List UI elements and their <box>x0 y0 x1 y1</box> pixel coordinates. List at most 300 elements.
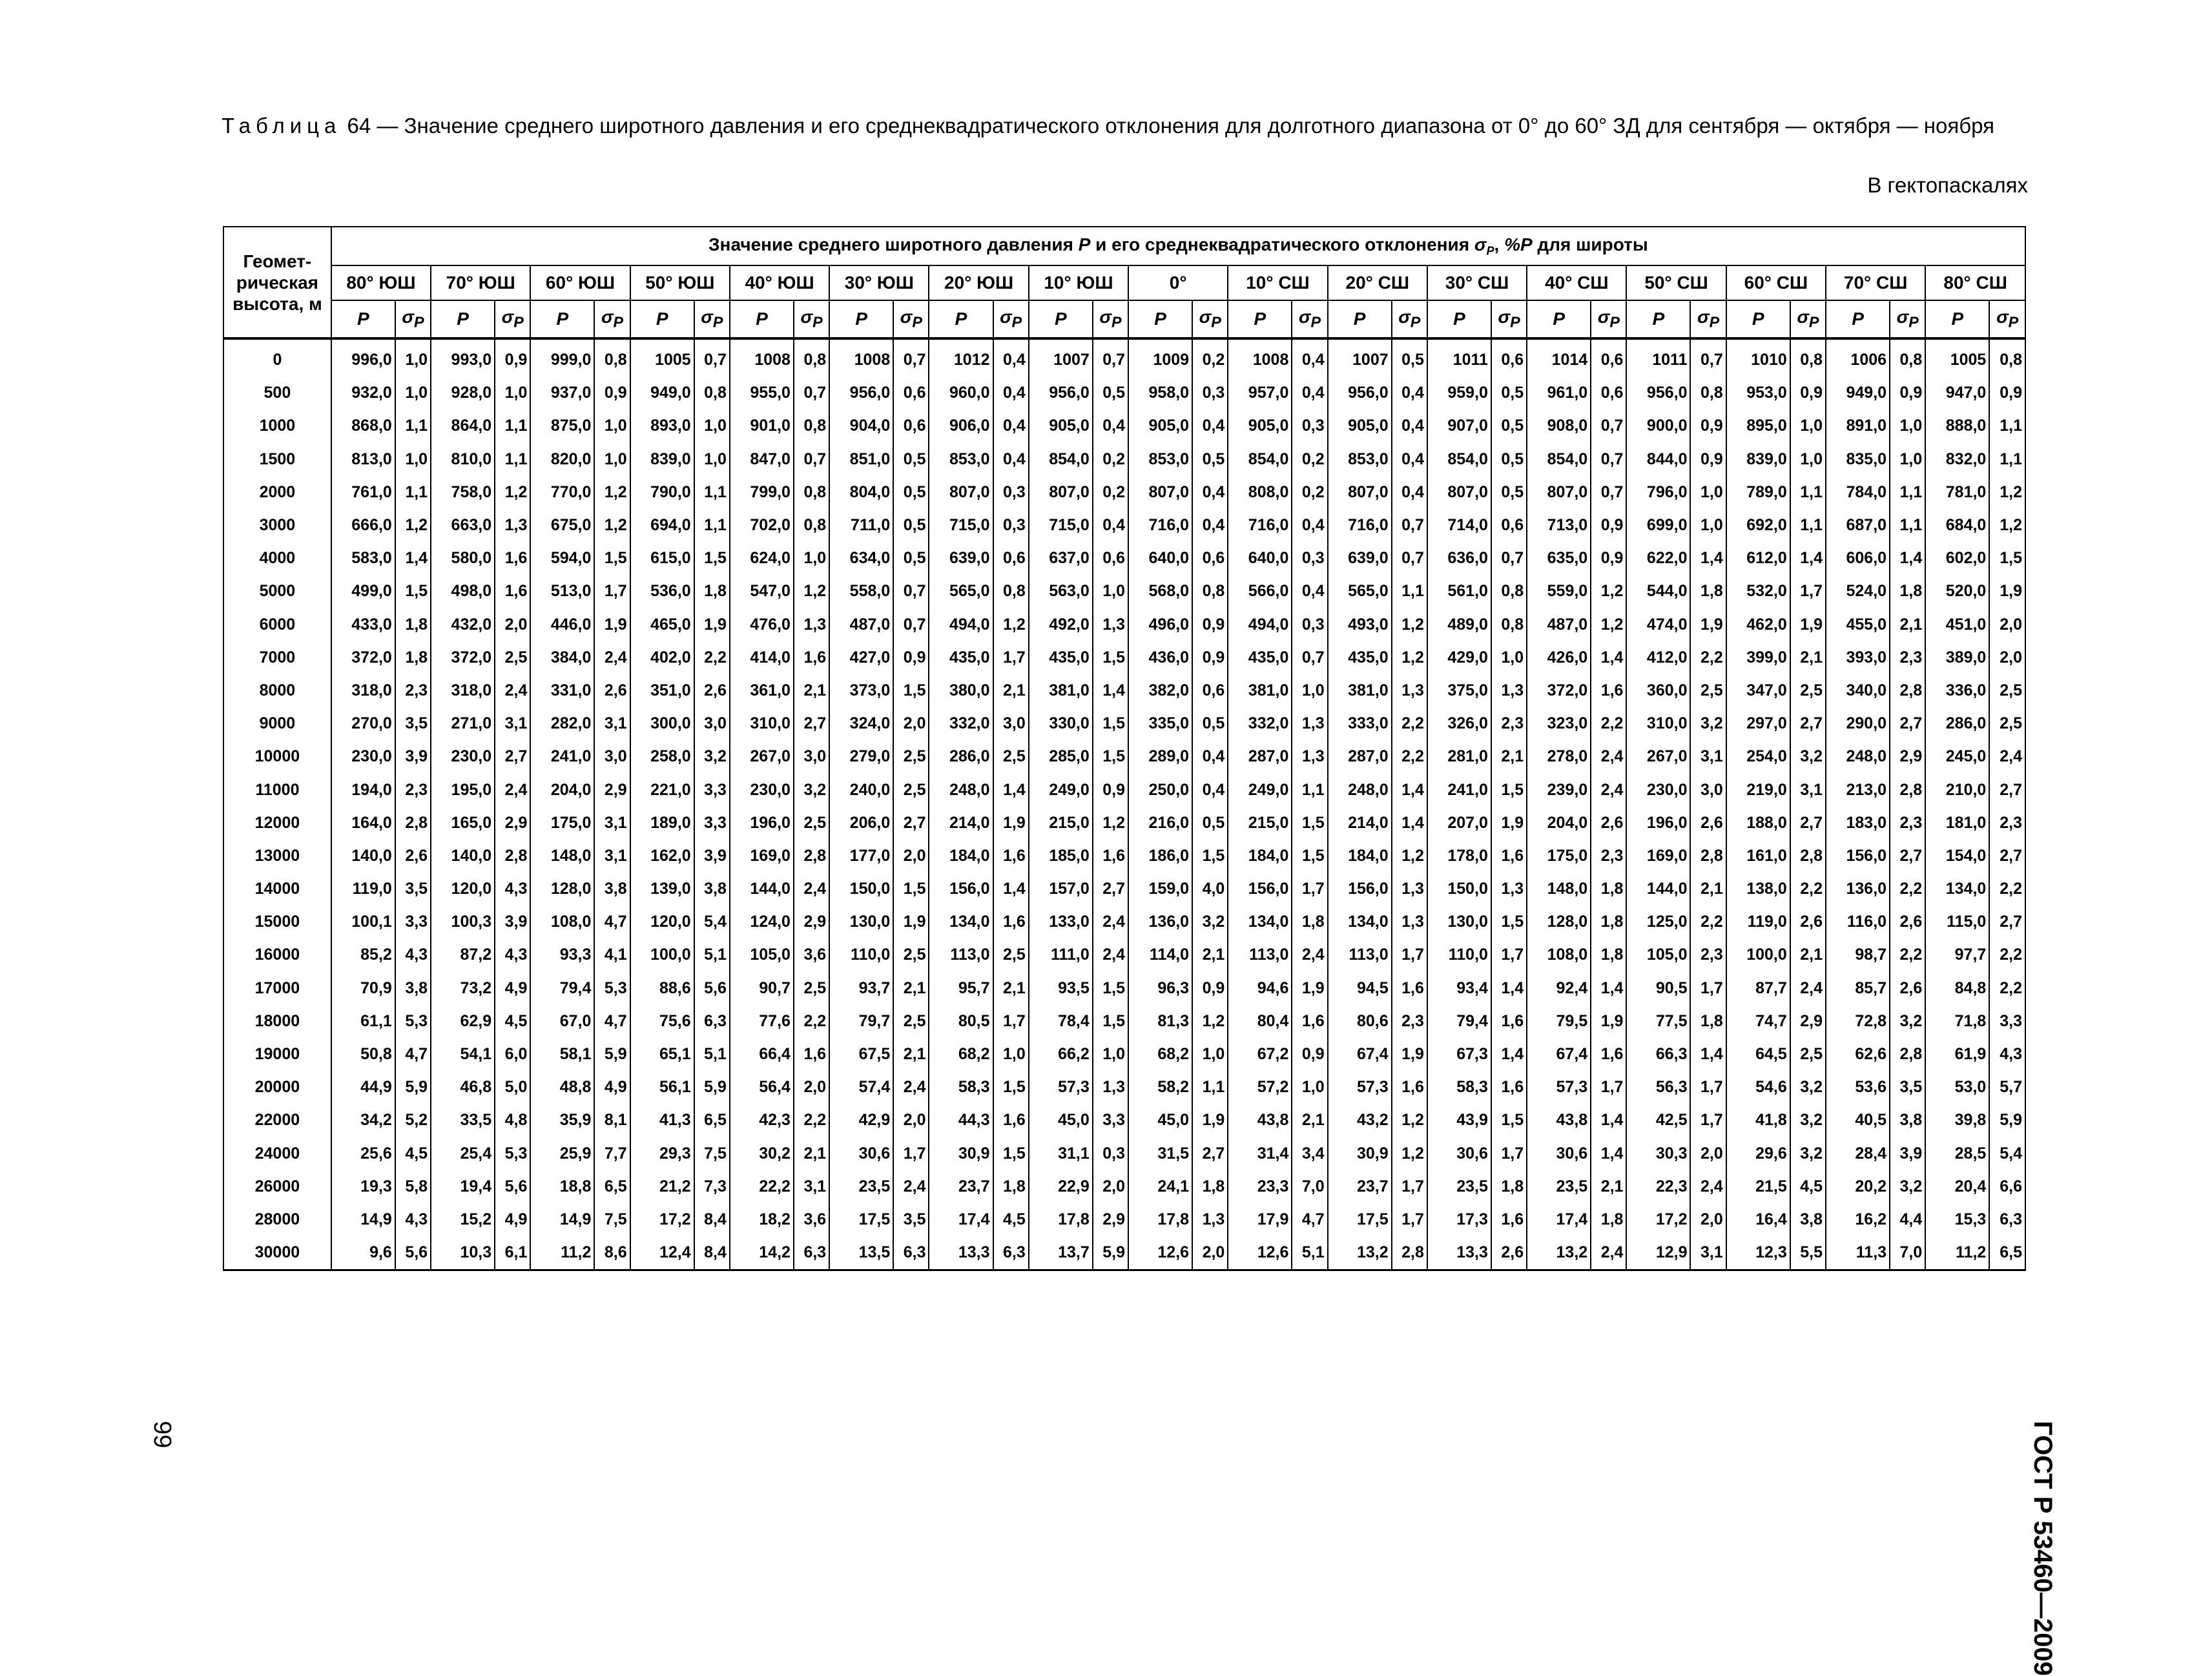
sigma-cell: 2,0 <box>893 840 929 873</box>
pressure-cell: 61,9 <box>1925 1038 1989 1071</box>
sigma-cell: 2,0 <box>1989 641 2025 674</box>
pressure-cell: 186,0 <box>1128 840 1192 873</box>
sigma-cell: 2,0 <box>794 1071 829 1104</box>
pressure-cell: 716,0 <box>1328 509 1392 542</box>
pressure-cell: 90,7 <box>730 972 794 1005</box>
sigma-cell: 2,5 <box>993 938 1029 971</box>
sigma-cell: 1,2 <box>1392 1104 1427 1137</box>
altitude-cell: 24000 <box>223 1137 331 1170</box>
pressure-cell: 19,4 <box>431 1170 495 1203</box>
pressure-cell: 92,4 <box>1527 972 1591 1005</box>
pressure-cell: 67,3 <box>1427 1038 1491 1071</box>
sigma-cell: 2,5 <box>993 740 1029 773</box>
pressure-cell: 56,4 <box>730 1071 794 1104</box>
pressure-cell: 10,3 <box>431 1236 495 1270</box>
sigma-cell: 0,7 <box>1292 641 1327 674</box>
pressure-cell: 332,0 <box>1228 707 1292 740</box>
pressure-cell: 713,0 <box>1527 509 1591 542</box>
sigma-cell: 0,8 <box>694 377 730 409</box>
sigma-cell: 6,5 <box>594 1170 630 1203</box>
sigma-cell: 2,5 <box>893 1005 929 1038</box>
pressure-cell: 1011 <box>1427 338 1491 377</box>
sigma-cell: 2,0 <box>1690 1137 1726 1170</box>
pressure-cell: 245,0 <box>1925 740 1989 773</box>
sigma-cell: 0,9 <box>1192 972 1228 1005</box>
pressure-cell: 240,0 <box>829 773 893 806</box>
sigma-cell: 3,0 <box>694 707 730 740</box>
pressure-cell: 854,0 <box>1527 443 1591 476</box>
sigma-cell: 2,5 <box>1790 1038 1826 1071</box>
pressure-cell: 692,0 <box>1726 509 1790 542</box>
pressure-cell: 381,0 <box>1029 674 1093 707</box>
pressure-cell: 184,0 <box>1328 840 1392 873</box>
pressure-cell: 125,0 <box>1626 905 1690 938</box>
sigma-cell: 2,3 <box>1890 641 1925 674</box>
sigma-cell: 1,8 <box>1591 1203 1626 1236</box>
pressure-cell: 278,0 <box>1527 740 1591 773</box>
sigma-cell: 3,0 <box>993 707 1029 740</box>
sigma-cell: 2,8 <box>1690 840 1726 873</box>
table-row <box>223 707 2025 740</box>
pressure-cell: 807,0 <box>1029 476 1093 509</box>
pressure-cell: 640,0 <box>1128 542 1192 575</box>
latitude-header: 20° ЮШ <box>929 265 1028 300</box>
pressure-cell: 17,4 <box>929 1203 993 1236</box>
pressure-cell: 120,0 <box>630 905 694 938</box>
pressure-cell: 20,4 <box>1925 1170 1989 1203</box>
sigma-cell: 0,4 <box>1093 509 1128 542</box>
sigma-cell: 1,0 <box>694 443 730 476</box>
pressure-cell: 399,0 <box>1726 641 1790 674</box>
sigma-cell: 3,1 <box>594 807 630 840</box>
pressure-cell: 42,3 <box>730 1104 794 1137</box>
pressure-cell: 699,0 <box>1626 509 1690 542</box>
pressure-cell: 958,0 <box>1128 377 1192 409</box>
pressure-cell: 150,0 <box>1427 873 1491 905</box>
pressure-cell: 891,0 <box>1826 409 1890 442</box>
pressure-cell: 164,0 <box>331 807 395 840</box>
group-header <box>331 227 2025 265</box>
pressure-cell: 70,9 <box>331 972 395 1005</box>
latitude-header: 30° СШ <box>1427 265 1527 300</box>
sigma-cell: 1,0 <box>694 409 730 442</box>
table-row <box>223 641 2025 674</box>
sigma-cell: 2,1 <box>1292 1104 1327 1137</box>
sigma-cell: 0,9 <box>1890 377 1925 409</box>
sigma-cell: 0,7 <box>1392 509 1427 542</box>
sigma-cell: 0,8 <box>1989 338 2025 377</box>
sigma-cell: 2,2 <box>1989 938 2025 971</box>
pressure-cell: 31,1 <box>1029 1137 1093 1170</box>
sigma-cell: 1,3 <box>1292 707 1327 740</box>
sigma-cell: 0,7 <box>1093 338 1128 377</box>
sigma-cell: 2,4 <box>1093 905 1128 938</box>
altitude-cell: 17000 <box>223 972 331 1005</box>
sigma-cell: 1,9 <box>1292 972 1327 1005</box>
pressure-cell: 547,0 <box>730 575 794 608</box>
sigma-cell: 2,4 <box>1292 938 1327 971</box>
sigma-cell: 0,3 <box>1192 377 1228 409</box>
pressure-cell: 30,6 <box>1527 1137 1591 1170</box>
pressure-cell: 285,0 <box>1029 740 1093 773</box>
sigma-cell: 1,9 <box>1491 807 1527 840</box>
group-header-text-3: для широты <box>1532 234 1648 254</box>
pressure-cell: 372,0 <box>431 641 495 674</box>
sigma-cell: 3,3 <box>694 773 730 806</box>
sigma-cell: 1,4 <box>1591 1104 1626 1137</box>
pressure-cell: 50,8 <box>331 1038 395 1071</box>
pressure-cell: 318,0 <box>331 674 395 707</box>
sigma-cell: 0,2 <box>1292 443 1327 476</box>
pressure-cell: 784,0 <box>1826 476 1890 509</box>
pressure-cell: 1008 <box>829 338 893 377</box>
pressure-cell: 382,0 <box>1128 674 1192 707</box>
sigma-cell: 2,4 <box>1591 1236 1626 1270</box>
pressure-cell: 41,8 <box>1726 1104 1790 1137</box>
subheader-p: P <box>1626 300 1690 338</box>
sigma-cell: 1,8 <box>1292 905 1327 938</box>
pressure-cell: 839,0 <box>1726 443 1790 476</box>
pressure-cell: 336,0 <box>1925 674 1989 707</box>
altitude-cell: 19000 <box>223 1038 331 1071</box>
sigma-cell: 2,3 <box>1890 807 1925 840</box>
pressure-cell: 128,0 <box>1527 905 1591 938</box>
pressure-cell: 286,0 <box>929 740 993 773</box>
sigma-cell: 1,4 <box>993 873 1029 905</box>
pressure-cell: 381,0 <box>1328 674 1392 707</box>
pressure-cell: 624,0 <box>730 542 794 575</box>
sigma-cell: 1,9 <box>1591 1005 1626 1038</box>
sigma-cell: 1,1 <box>1890 476 1925 509</box>
sigma-cell: 2,1 <box>993 972 1029 1005</box>
latitude-header: 30° ЮШ <box>829 265 929 300</box>
altitude-cell: 0 <box>223 338 331 377</box>
sigma-cell: 4,0 <box>1192 873 1228 905</box>
pressure-cell: 761,0 <box>331 476 395 509</box>
latitude-header: 40° СШ <box>1527 265 1626 300</box>
sigma-cell: 0,5 <box>893 476 929 509</box>
sigma-cell: 1,8 <box>1591 905 1626 938</box>
pressure-cell: 487,0 <box>829 608 893 641</box>
sigma-cell: 5,4 <box>1989 1137 2025 1170</box>
pressure-cell: 687,0 <box>1826 509 1890 542</box>
pressure-cell: 67,4 <box>1527 1038 1591 1071</box>
sigma-cell: 0,4 <box>1392 443 1427 476</box>
sigma-cell: 1,0 <box>1292 1071 1327 1104</box>
sigma-cell: 0,9 <box>1790 377 1826 409</box>
sigma-cell: 1,2 <box>1093 807 1128 840</box>
sigma-cell: 1,1 <box>1989 443 2025 476</box>
sigma-cell: 1,9 <box>1192 1104 1228 1137</box>
table-row <box>223 575 2025 608</box>
pressure-cell: 465,0 <box>630 608 694 641</box>
pressure-cell: 953,0 <box>1726 377 1790 409</box>
sigma-cell: 5,8 <box>395 1170 431 1203</box>
pressure-cell: 45,0 <box>1029 1104 1093 1137</box>
pressure-cell: 893,0 <box>630 409 694 442</box>
pressure-cell: 100,0 <box>1726 938 1790 971</box>
pressure-cell: 789,0 <box>1726 476 1790 509</box>
pressure-cell: 375,0 <box>1427 674 1491 707</box>
sigma-cell: 5,9 <box>1093 1236 1128 1270</box>
sigma-cell: 5,9 <box>395 1071 431 1104</box>
pressure-cell: 17,8 <box>1029 1203 1093 1236</box>
pressure-cell: 13,3 <box>1427 1236 1491 1270</box>
pressure-cell: 42,5 <box>1626 1104 1690 1137</box>
pressure-cell: 565,0 <box>1328 575 1392 608</box>
pressure-cell: 796,0 <box>1626 476 1690 509</box>
pressure-cell: 43,8 <box>1228 1104 1292 1137</box>
sigma-cell: 7,5 <box>694 1137 730 1170</box>
pressure-cell: 684,0 <box>1925 509 1989 542</box>
pressure-cell: 29,3 <box>630 1137 694 1170</box>
pressure-cell: 196,0 <box>730 807 794 840</box>
pressure-cell: 351,0 <box>630 674 694 707</box>
sigma-cell: 1,0 <box>495 377 530 409</box>
subheader-sigma: $\sigma_P$ <box>495 300 530 338</box>
pressure-cell: 66,4 <box>730 1038 794 1071</box>
sigma-cell: 0,8 <box>794 338 829 377</box>
pressure-cell: 612,0 <box>1726 542 1790 575</box>
pressure-cell: 93,7 <box>829 972 893 1005</box>
sigma-cell: 1,5 <box>395 575 431 608</box>
sigma-cell: 5,9 <box>594 1038 630 1071</box>
pressure-cell: 25,9 <box>530 1137 594 1170</box>
sigma-cell: 3,5 <box>395 873 431 905</box>
pressure-cell: 13,3 <box>929 1236 993 1270</box>
pressure-cell: 17,5 <box>1328 1203 1392 1236</box>
sigma-cell: 7,3 <box>694 1170 730 1203</box>
pressure-cell: 17,4 <box>1527 1203 1591 1236</box>
sigma-cell: 0,2 <box>1292 476 1327 509</box>
sigma-cell: 3,9 <box>495 905 530 938</box>
units-note: В гектопаскалях <box>1867 173 2028 197</box>
sigma-cell: 6,3 <box>694 1005 730 1038</box>
pressure-cell: 960,0 <box>929 377 993 409</box>
sigma-cell: 1,6 <box>993 905 1029 938</box>
pressure-cell: 25,4 <box>431 1137 495 1170</box>
sigma-cell: 0,9 <box>1690 409 1726 442</box>
pressure-cell: 804,0 <box>829 476 893 509</box>
pressure-cell: 54,6 <box>1726 1071 1790 1104</box>
pressure-cell: 1005 <box>1925 338 1989 377</box>
table-row <box>223 409 2025 442</box>
sigma-cell: 1,6 <box>1491 1071 1527 1104</box>
caption-text: Значение среднего широтного давления и его среднеквадратического отклонения для долготного диапазона от 0° до 60° ЗД для сентября — октября — ноября <box>404 114 1995 138</box>
sigma-cell: 2,6 <box>395 840 431 873</box>
pressure-cell: 462,0 <box>1726 608 1790 641</box>
pressure-cell: 156,0 <box>929 873 993 905</box>
sigma-cell: 4,9 <box>495 972 530 1005</box>
group-header-p: P <box>1078 234 1091 254</box>
sigma-cell: 1,7 <box>1690 1104 1726 1137</box>
pressure-cell: 241,0 <box>530 740 594 773</box>
pressure-cell: 716,0 <box>1228 509 1292 542</box>
sigma-cell: 3,1 <box>1690 740 1726 773</box>
sigma-cell: 2,2 <box>1890 938 1925 971</box>
pressure-cell: 58,3 <box>929 1071 993 1104</box>
sigma-cell: 0,9 <box>1690 443 1726 476</box>
table-row <box>223 338 2025 377</box>
pressure-cell: 230,0 <box>431 740 495 773</box>
sigma-cell: 4,3 <box>395 1203 431 1236</box>
sigma-cell: 0,6 <box>993 542 1029 575</box>
sigma-cell: 0,9 <box>893 641 929 674</box>
sigma-cell: 3,6 <box>794 938 829 971</box>
pressure-cell: 520,0 <box>1925 575 1989 608</box>
latitude-header: 60° ЮШ <box>530 265 630 300</box>
subheader-p: P <box>1726 300 1790 338</box>
sigma-cell: 1,5 <box>1491 773 1527 806</box>
pressure-cell: 875,0 <box>530 409 594 442</box>
sigma-cell: 1,2 <box>1392 641 1427 674</box>
sigma-cell: 1,7 <box>1491 1137 1527 1170</box>
sigma-cell: 2,6 <box>594 674 630 707</box>
sigma-cell: 1,2 <box>794 575 829 608</box>
altitude-cell: 18000 <box>223 1005 331 1038</box>
pressure-cell: 524,0 <box>1826 575 1890 608</box>
pressure-cell: 493,0 <box>1328 608 1392 641</box>
sigma-cell: 2,4 <box>893 1071 929 1104</box>
sigma-cell: 1,2 <box>1392 840 1427 873</box>
sigma-cell: 2,4 <box>893 1170 929 1203</box>
pressure-cell: 715,0 <box>1029 509 1093 542</box>
pressure-cell: 204,0 <box>1527 807 1591 840</box>
sigma-cell: 0,2 <box>1093 443 1128 476</box>
sigma-cell: 1,7 <box>1392 938 1427 971</box>
pressure-cell: 565,0 <box>929 575 993 608</box>
sigma-cell: 5,3 <box>495 1137 530 1170</box>
sigma-cell: 8,6 <box>594 1236 630 1270</box>
sigma-cell: 2,1 <box>893 1038 929 1071</box>
pressure-cell: 832,0 <box>1925 443 1989 476</box>
pressure-cell: 184,0 <box>1228 840 1292 873</box>
pressure-cell: 62,6 <box>1826 1038 1890 1071</box>
sigma-cell: 1,8 <box>1591 938 1626 971</box>
sigma-cell: 1,2 <box>1392 608 1427 641</box>
subheader-p: P <box>1128 300 1192 338</box>
pressure-cell: 640,0 <box>1228 542 1292 575</box>
pressure-cell: 333,0 <box>1328 707 1392 740</box>
sigma-cell: 1,9 <box>1392 1038 1427 1071</box>
pressure-cell: 248,0 <box>1328 773 1392 806</box>
sigma-cell: 1,9 <box>993 807 1029 840</box>
subheader-sigma: $\sigma_P$ <box>1392 300 1427 338</box>
pressure-cell: 908,0 <box>1527 409 1591 442</box>
pressure-cell: 999,0 <box>530 338 594 377</box>
sigma-cell: 2,2 <box>1392 740 1427 773</box>
pressure-cell: 487,0 <box>1527 608 1591 641</box>
pressure-cell: 1007 <box>1029 338 1093 377</box>
sigma-cell: 6,5 <box>694 1104 730 1137</box>
sigma-cell: 1,7 <box>1591 1071 1626 1104</box>
pressure-cell: 130,0 <box>1427 905 1491 938</box>
sigma-cell: 2,5 <box>893 773 929 806</box>
pressure-cell: 694,0 <box>630 509 694 542</box>
sigma-cell: 1,6 <box>794 641 829 674</box>
sigma-cell: 2,6 <box>1491 1236 1527 1270</box>
subheader-p: P <box>730 300 794 338</box>
pressure-cell: 248,0 <box>929 773 993 806</box>
sigma-cell: 5,1 <box>1292 1236 1327 1270</box>
pressure-cell: 13,5 <box>829 1236 893 1270</box>
subheader-p: P <box>331 300 395 338</box>
sigma-cell: 3,1 <box>594 840 630 873</box>
pressure-cell: 148,0 <box>1527 873 1591 905</box>
pressure-cell: 39,8 <box>1925 1104 1989 1137</box>
pressure-cell: 758,0 <box>431 476 495 509</box>
pressure-cell: 427,0 <box>829 641 893 674</box>
sigma-cell: 0,4 <box>1392 476 1427 509</box>
subheader-sigma: $\sigma_P$ <box>893 300 929 338</box>
pressure-cell: 23,7 <box>929 1170 993 1203</box>
pressure-cell: 432,0 <box>431 608 495 641</box>
pressure-cell: 9,6 <box>331 1236 395 1270</box>
sigma-cell: 1,7 <box>1392 1203 1427 1236</box>
sigma-cell: 3,1 <box>594 707 630 740</box>
table-caption <box>222 111 2028 141</box>
pressure-cell: 79,4 <box>1427 1005 1491 1038</box>
pressure-cell: 868,0 <box>331 409 395 442</box>
altitude-cell: 15000 <box>223 905 331 938</box>
sigma-cell: 1,0 <box>1790 409 1826 442</box>
sigma-cell: 2,7 <box>495 740 530 773</box>
altitude-cell: 1500 <box>223 443 331 476</box>
table-row <box>223 1071 2025 1104</box>
pressure-cell: 134,0 <box>1925 873 1989 905</box>
table-row <box>223 1038 2025 1071</box>
pressure-cell: 116,0 <box>1826 905 1890 938</box>
pressure-cell: 42,9 <box>829 1104 893 1137</box>
pressure-cell: 932,0 <box>331 377 395 409</box>
sigma-cell: 5,1 <box>694 938 730 971</box>
sigma-cell: 2,2 <box>1392 707 1427 740</box>
sigma-cell: 2,2 <box>1989 972 2025 1005</box>
sigma-cell: 1,6 <box>1392 1071 1427 1104</box>
pressure-cell: 29,6 <box>1726 1137 1790 1170</box>
sigma-cell: 1,5 <box>1292 840 1327 873</box>
sigma-cell: 0,2 <box>1192 338 1228 377</box>
sigma-cell: 1,7 <box>1392 1170 1427 1203</box>
sigma-cell: 2,4 <box>495 773 530 806</box>
pressure-cell: 807,0 <box>1128 476 1192 509</box>
sigma-cell: 1,0 <box>1890 443 1925 476</box>
table-row <box>223 873 2025 905</box>
altitude-cell: 16000 <box>223 938 331 971</box>
pressure-cell: 119,0 <box>1726 905 1790 938</box>
pressure-cell: 435,0 <box>929 641 993 674</box>
sigma-cell: 0,5 <box>1192 443 1228 476</box>
pressure-cell: 144,0 <box>1626 873 1690 905</box>
sigma-cell: 1,4 <box>1591 972 1626 1005</box>
sigma-cell: 2,2 <box>1989 873 2025 905</box>
sigma-cell: 0,5 <box>893 443 929 476</box>
pressure-cell: 258,0 <box>630 740 694 773</box>
pressure-cell: 54,1 <box>431 1038 495 1071</box>
sigma-cell: 1,1 <box>1392 575 1427 608</box>
latitude-header: 10° ЮШ <box>1029 265 1128 300</box>
sigma-cell: 1,3 <box>1093 1071 1128 1104</box>
sigma-cell: 1,1 <box>495 409 530 442</box>
pressure-cell: 23,7 <box>1328 1170 1392 1203</box>
sigma-cell: 3,5 <box>395 707 431 740</box>
sigma-cell: 0,4 <box>1292 377 1327 409</box>
table-row <box>223 443 2025 476</box>
latitude-header: 50° ЮШ <box>630 265 730 300</box>
pressure-cell: 372,0 <box>1527 674 1591 707</box>
latitude-header: 70° СШ <box>1826 265 1925 300</box>
sigma-cell: 2,1 <box>794 1137 829 1170</box>
